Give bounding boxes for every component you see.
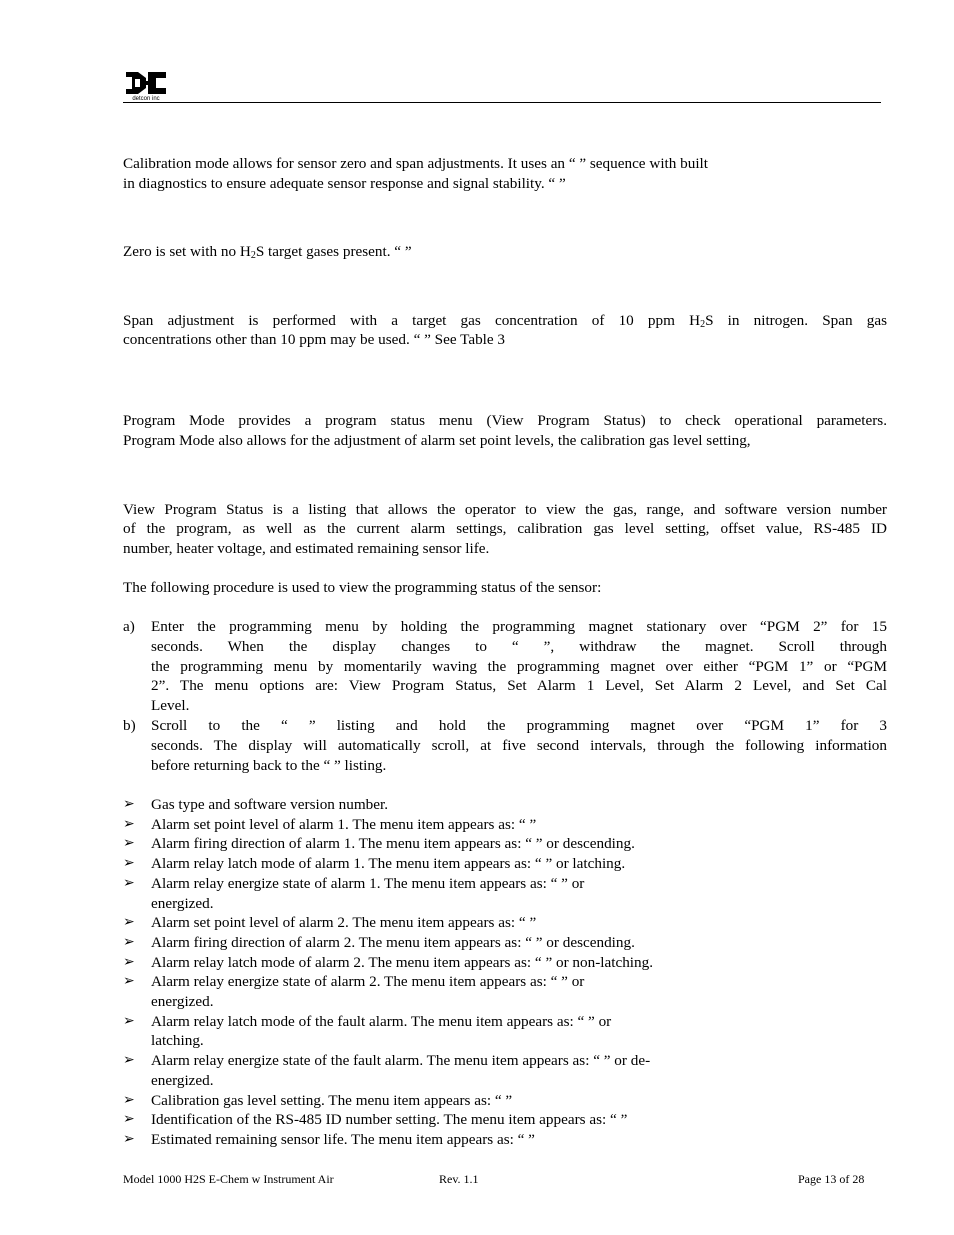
detcon-logo bbox=[124, 70, 168, 104]
bullet-arrow-icon: ➢ bbox=[123, 1012, 135, 1029]
footer-revision: Rev. 1.1 bbox=[439, 1172, 479, 1186]
bullet-arrow-icon: ➢ bbox=[123, 1111, 135, 1128]
step-marker: a) bbox=[123, 618, 135, 635]
bullet-arrow-icon: ➢ bbox=[123, 874, 135, 891]
step-line: 2”. The menu options are: View Program Status, Set Alarm 1 Level, Set Alarm 2 Level, and Set Cal bbox=[151, 677, 887, 695]
bullet-item: Alarm firing direction of alarm 2. The menu item appears as: “ ” or descending. bbox=[151, 933, 635, 951]
bullet-arrow-icon: ➢ bbox=[123, 796, 135, 812]
detcon-logo-icon bbox=[124, 70, 168, 96]
step-line: Scroll to the “ ” listing and hold the programming magnet over “PGM 1” for 3 bbox=[151, 717, 887, 734]
bullet-item: Alarm relay energize state of alarm 1. The menu item appears as: “ ” or bbox=[151, 874, 585, 892]
bullet-arrow-icon: ➢ bbox=[123, 933, 135, 950]
bullet-item: Calibration gas level setting. The menu item appears as: “ ” bbox=[151, 1091, 513, 1109]
step-marker: b) bbox=[123, 717, 136, 734]
bullet-item: Alarm set point level of alarm 1. The menu item appears as: “ ” bbox=[151, 815, 537, 833]
step-line: seconds. The display will automatically scroll, at five second intervals, through the following information bbox=[151, 736, 887, 754]
step-line: seconds. When the display changes to “ ”, withdraw the magnet. Scroll through bbox=[151, 637, 887, 655]
calibration-intro-line-2: in diagnostics to ensure adequate sensor response and signal stability. “ ” bbox=[123, 175, 566, 192]
step-line: the programming menu by momentarily waving the programming magnet over either “PGM 1” or “PGM bbox=[151, 657, 887, 675]
bullet-arrow-icon: ➢ bbox=[123, 1130, 135, 1147]
logo-text: detcon inc bbox=[132, 96, 160, 102]
bullet-item: Alarm set point level of alarm 2. The menu item appears as: “ ” bbox=[151, 914, 537, 932]
procedure-intro: The following procedure is used to view the programming status of the sensor: bbox=[123, 579, 602, 596]
bullet-item: Alarm relay latch mode of the fault alarm. The menu item appears as: “ ” or bbox=[151, 1012, 612, 1030]
calibration-intro-line-1: Calibration mode allows for sensor zero and span adjustments. It uses an “ ” sequence with built bbox=[123, 155, 708, 172]
bullet-item: latching. bbox=[151, 1032, 204, 1050]
bullet-item: Alarm relay energize state of alarm 2. The menu item appears as: “ ” or bbox=[151, 973, 585, 991]
bullet-item: energized. bbox=[151, 1071, 214, 1089]
bullet-item: Alarm relay latch mode of alarm 2. The menu item appears as: “ ” or non-latching. bbox=[151, 953, 653, 971]
footer-page-number: Page 13 of 28 bbox=[798, 1172, 865, 1186]
bullet-item: energized. bbox=[151, 993, 214, 1010]
program-mode-line-2: Program Mode also allows for the adjustment of alarm set point levels, the calibration gas level setting, bbox=[123, 432, 751, 449]
bullet-item: Alarm relay energize state of the fault alarm. The menu item appears as: “ ” or de- bbox=[151, 1052, 651, 1070]
bullet-item: Estimated remaining sensor life. The menu item appears as: “ ” bbox=[151, 1130, 535, 1148]
zero-paragraph: Zero is set with no $H_2S$ target gases present. “ ” bbox=[123, 243, 412, 261]
bullet-item: Gas type and software version number. bbox=[151, 796, 389, 813]
view-status-line-3: number, heater voltage, and estimated remaining sensor life. bbox=[123, 540, 490, 557]
bullet-item: Alarm firing direction of alarm 1. The menu item appears as: “ ” or descending. bbox=[151, 835, 635, 853]
bullet-arrow-icon: ➢ bbox=[123, 1052, 135, 1069]
bullet-arrow-icon: ➢ bbox=[123, 973, 135, 990]
header-rule bbox=[123, 102, 881, 103]
step-line: Enter the programming menu by holding the programming magnet stationary over “PGM 2” for 15 bbox=[151, 618, 887, 635]
step-line: before returning back to the “ ” listing. bbox=[151, 756, 387, 774]
bullet-arrow-icon: ➢ bbox=[123, 815, 135, 832]
span-line-2: concentrations other than 10 ppm may be used. “ ” See Table 3 bbox=[123, 331, 506, 348]
footer-model: Model 1000 H2S E-Chem w Instrument Air bbox=[123, 1172, 334, 1186]
view-status-line-2: of the program, as well as the current alarm settings, calibration gas level setting, offset value, RS-485 ID bbox=[123, 520, 887, 537]
bullet-arrow-icon: ➢ bbox=[123, 835, 135, 852]
step-line: Level. bbox=[151, 697, 190, 715]
view-status-line-1: View Program Status is a listing that allows the operator to view the gas, range, and software version number bbox=[123, 501, 887, 518]
bullet-arrow-icon: ➢ bbox=[123, 855, 135, 872]
program-mode-line-1: Program Mode provides a program status menu (View Program Status) to check operational parameters. bbox=[123, 412, 887, 429]
bullet-item: Alarm relay latch mode of alarm 1. The menu item appears as: “ ” or latching. bbox=[151, 855, 626, 873]
bullet-arrow-icon: ➢ bbox=[123, 1091, 135, 1108]
span-line-1: Span adjustment is performed with a target gas concentration of 10 ppm $H_2S$ in nitrogen. Span gas bbox=[123, 312, 887, 330]
bullet-arrow-icon: ➢ bbox=[123, 953, 135, 970]
bullet-item: Identification of the RS-485 ID number setting. The menu item appears as: “ ” bbox=[151, 1111, 628, 1129]
bullet-arrow-icon: ➢ bbox=[123, 914, 135, 931]
bullet-item: energized. bbox=[151, 894, 214, 912]
